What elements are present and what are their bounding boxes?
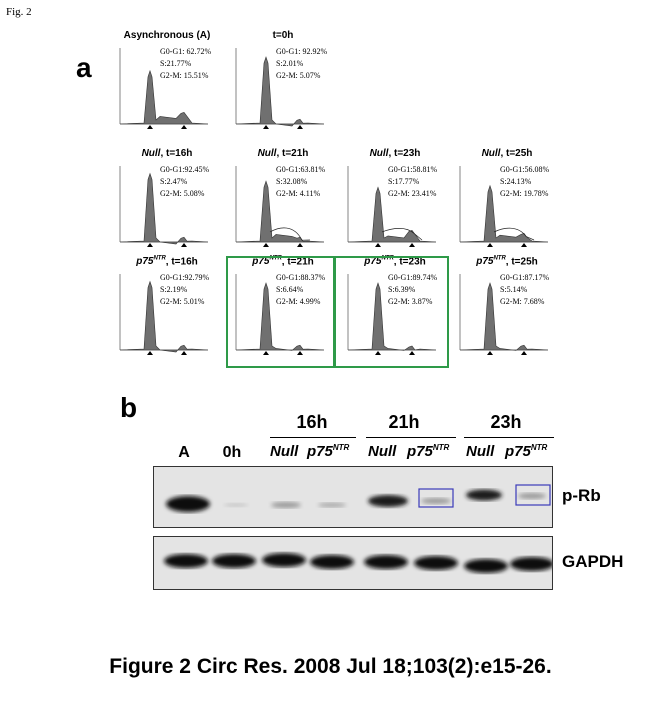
histogram-stats (500, 272, 549, 308)
stat-g0g1: G0-G1: 92.92% (276, 47, 328, 56)
band-gapdh-4 (310, 555, 354, 569)
histogram-title: Null, t=25h (481, 148, 533, 159)
underline-16h (270, 437, 356, 438)
stat-s: S:2.01% (276, 59, 304, 68)
lane-label-a: A (178, 444, 190, 461)
stat-g0g1: G0-G1:92.45% (160, 165, 210, 174)
histogram-t0 (228, 32, 332, 132)
stat-g2m: G2-M: 19.78% (500, 189, 549, 198)
histogram-title: $p75^{NTR}$, t=21h (252, 256, 314, 268)
panel-a-letter: a (76, 52, 92, 83)
panel-b-letter: b (120, 392, 138, 423)
group-null-23h: Null (466, 443, 495, 460)
stat-g0g1: G0-G1:89.74% (388, 273, 438, 282)
band-prb-null21 (368, 495, 408, 507)
band-gapdh-5 (364, 555, 408, 569)
histogram-title: Asynchronous (A) (123, 30, 211, 41)
histogram-title: t=0h (272, 30, 294, 41)
band-gapdh-2 (212, 554, 256, 568)
band-gapdh-3 (262, 553, 306, 567)
band-prb-null23 (466, 490, 502, 501)
stat-g0g1: G0-G1: 62.72% (160, 47, 212, 56)
band-prb-a (166, 496, 210, 512)
stat-s: S:24.13% (500, 177, 532, 186)
stat-g2m: G2-M: 5.01% (160, 297, 205, 306)
stat-g0g1: G0-G1:56.08% (500, 165, 550, 174)
band-gapdh-1 (164, 554, 208, 568)
stat-g2m: G2-M: 4.11% (276, 189, 321, 198)
blot-p-rb (153, 466, 553, 528)
band-prb-0h (224, 503, 248, 507)
stat-s: S:6.64% (276, 285, 304, 294)
band-gapdh-7 (464, 559, 508, 573)
time-label-23h: 23h (490, 412, 522, 432)
histogram-stats (276, 164, 325, 200)
stat-s: S:17.77% (388, 177, 420, 186)
stat-s: S:2.19% (160, 285, 188, 294)
band-gapdh-8 (510, 557, 552, 571)
histogram-title: Null, t=21h (257, 148, 309, 159)
band-prb-null16 (271, 502, 301, 508)
group-p75-21h: $p75^{NTR}$ (407, 443, 450, 460)
histogram-title: Null, t=23h (369, 148, 421, 159)
group-p75-23h: $p75^{NTR}$ (505, 443, 548, 460)
time-label-21h: 21h (388, 412, 420, 432)
stat-g2m: G2-M: 5.08% (160, 189, 205, 198)
band-prb-p75-23 (518, 493, 546, 499)
underline-23h (464, 437, 554, 438)
group-null-21h: Null (368, 443, 397, 460)
stat-s: S:6.39% (388, 285, 416, 294)
highlight-box-p75-23h (333, 256, 449, 368)
highlight-box-p75-21h (226, 256, 336, 368)
stat-g2m: G2-M: 4.99% (276, 297, 321, 306)
stat-s: S:32.08% (276, 177, 308, 186)
histogram-stats (388, 164, 437, 200)
band-gapdh-6 (414, 556, 458, 570)
histogram-stats (276, 46, 327, 82)
stat-s: S:21.77% (160, 59, 192, 68)
stat-g2m: G2-M: 5.07% (276, 71, 321, 80)
histogram-async (112, 32, 216, 132)
stat-g2m: G2-M: 23.41% (388, 189, 437, 198)
lane-label-0h: 0h (222, 444, 242, 461)
stat-g2m: G2-M: 15.51% (160, 71, 209, 80)
band-prb-p75-16 (318, 503, 346, 508)
band-prb-p75-21 (421, 498, 451, 504)
blot-label-gapdh: GAPDH (562, 552, 624, 571)
blot-gapdh-bands (154, 537, 552, 589)
blot-gapdh (153, 536, 553, 590)
histogram-null23 (340, 150, 444, 250)
histogram-stats (160, 46, 211, 82)
time-label-16h: 16h (296, 412, 328, 432)
stat-g0g1: G0-G1:88.37% (276, 273, 326, 282)
histogram-p75_25 (452, 258, 556, 358)
stat-s: S:2.47% (160, 177, 188, 186)
stat-g0g1: G0-G1:63.81% (276, 165, 326, 174)
group-null-16h: Null (270, 443, 299, 460)
histogram-title: Null, t=16h (141, 148, 193, 159)
underline-21h (366, 437, 456, 438)
stat-g2m: G2-M: 7.68% (500, 297, 545, 306)
figure-citation: Figure 2 Circ Res. 2008 Jul 18;103(2):e15-26. (109, 655, 552, 678)
histogram-title: $p75^{NTR}$, t=23h (364, 256, 426, 268)
histogram-title: $p75^{NTR}$, t=16h (136, 256, 198, 268)
figure-label: Fig. 2 (6, 6, 32, 18)
stat-g0g1: G0-G1:87.17% (500, 273, 550, 282)
histogram-null25 (452, 150, 556, 250)
group-p75-16h: $p75^{NTR}$ (307, 443, 350, 460)
blot-label-p-rb: p-Rb (562, 486, 601, 505)
stat-g2m: G2-M: 3.87% (388, 297, 433, 306)
histogram-null21 (228, 150, 332, 250)
stat-g0g1: G0-G1:92.79% (160, 273, 210, 282)
histogram-stats (160, 272, 209, 308)
histogram-null16 (112, 150, 216, 250)
histogram-title: $p75^{NTR}$, t=25h (476, 256, 538, 268)
stat-s: S:5.14% (500, 285, 528, 294)
blot-p-rb-bands (154, 467, 552, 527)
histogram-stats (160, 164, 209, 200)
stat-g0g1: G0-G1:58.81% (388, 165, 438, 174)
histogram-stats (500, 164, 549, 200)
histogram-p75_16 (112, 258, 216, 358)
